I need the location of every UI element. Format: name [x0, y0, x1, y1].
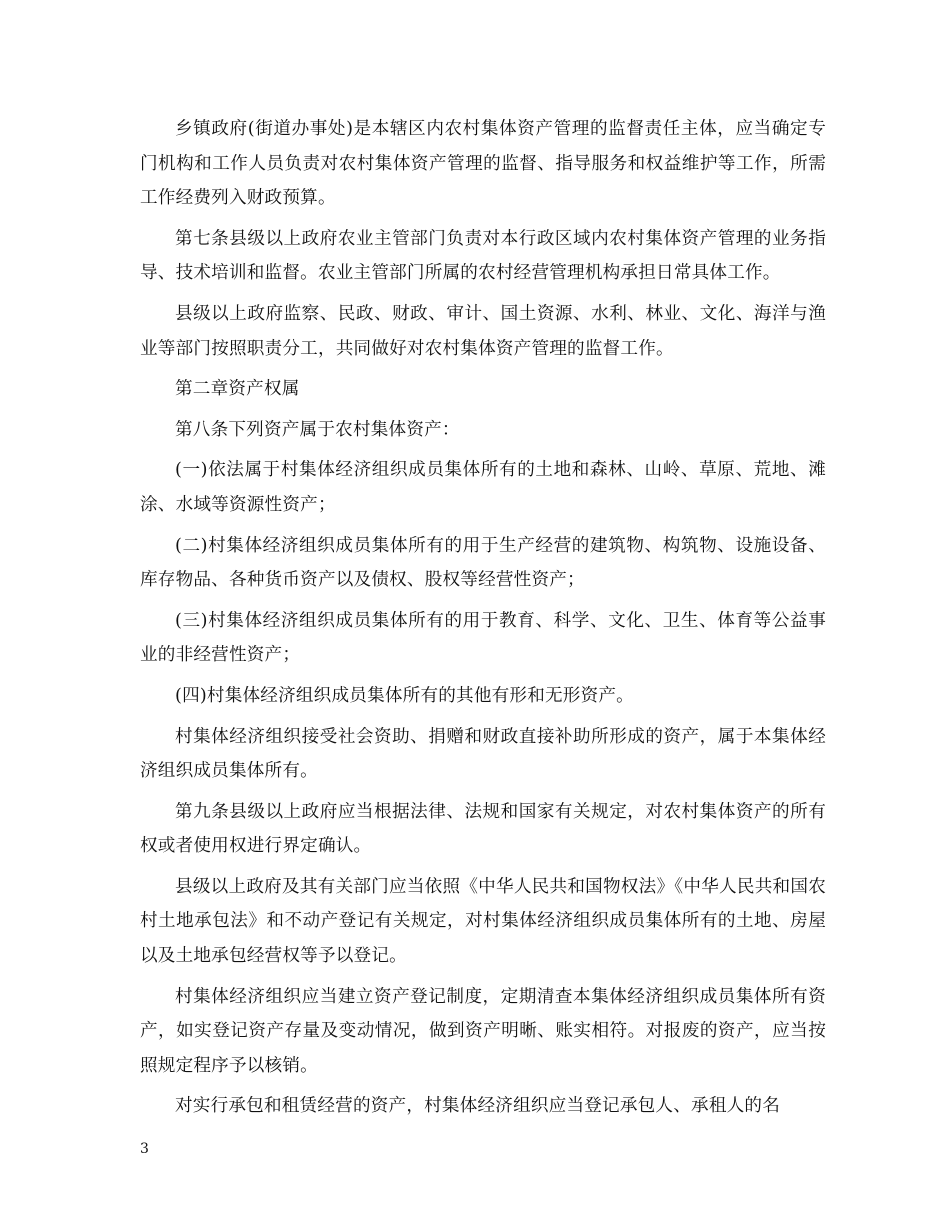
chapter-heading: 第二章资产权属: [175, 379, 300, 400]
document-body: [140, 112, 826, 1130]
list-item-2: (二)村集体经济组织成员集体所有的用于生产经营的建筑物、构筑物、设施设备、库存物品、各种货币资产以及债权、股权等经营性资产；: [140, 535, 826, 591]
paragraph-township-supervision: 乡镇政府(街道办事处)是本辖区内农村集体资产管理的监督责任主体，应当确定专门机构和工作人员负责对农村集体资产管理的监督、指导服务和权益维护等工作，所需工作经费列入财政预算。: [140, 119, 826, 209]
paragraph-contract-lease: 对实行承包和租赁经营的资产，村集体经济组织应当登记承包人、承租人的名: [175, 1096, 780, 1117]
paragraph-property-registration: 县级以上政府及其有关部门应当依照《中华人民共和国物权法》《中华人民共和国农村土地承包法》和不动产登记有关规定，对村集体经济组织成员集体所有的土地、房屋以及土地承包经营权等予以登记。: [140, 876, 826, 967]
paragraph-article-8: 第八条下列资产属于农村集体资产：: [175, 419, 460, 440]
paragraph-county-departments: 县级以上政府监察、民政、财政、审计、国土资源、水利、林业、文化、海洋与渔业等部门按照职责分工，共同做好对农村集体资产管理的监督工作。: [140, 303, 826, 359]
list-item-1: (一)依法属于村集体经济组织成员集体所有的土地和森林、山岭、草原、荒地、滩涂、水域等资源性资产；: [140, 460, 826, 515]
paragraph-article-9: 第九条县级以上政府应当根据法律、法规和国家有关规定，对农村集体资产的所有权或者使用权进行界定确认。: [140, 801, 826, 857]
page-number: 3: [140, 1141, 149, 1157]
list-item-3: (三)村集体经济组织成员集体所有的用于教育、科学、文化、卫生、体育等公益事业的非经营性资产；: [140, 610, 826, 666]
paragraph-asset-registration-system: 村集体经济组织应当建立资产登记制度，定期清查本集体经济组织成员集体所有资产，如实登记资产存量及变动情况，做到资产明晰、账实相符。对报废的资产，应当按照规定程序予以核销。: [140, 986, 826, 1076]
paragraph-article-7: 第七条县级以上政府农业主管部门负责对本行政区域内农村集体资产管理的业务指导、技术培训和监督。农业主管部门所属的农村经营管理机构承担日常具体工作。: [140, 228, 826, 284]
paragraph-donated-assets: 村集体经济组织接受社会资助、捐赠和财政直接补助所形成的资产，属于本集体经济组织成员集体所有。: [140, 726, 826, 782]
list-item-4: (四)村集体经济组织成员集体所有的其他有形和无形资产。: [175, 685, 634, 706]
